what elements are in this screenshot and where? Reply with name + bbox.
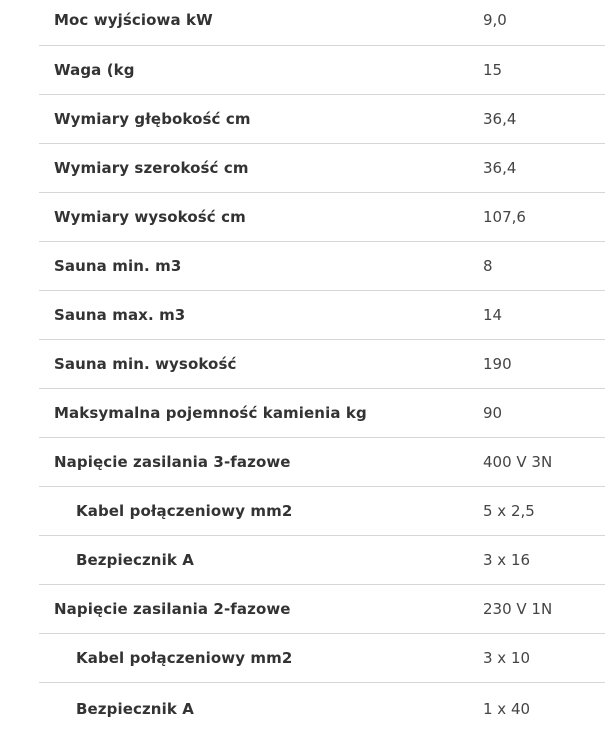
spec-value: 1 x 40 xyxy=(483,700,531,718)
spec-value: 36,4 xyxy=(483,159,517,177)
spec-value: 107,6 xyxy=(483,208,526,226)
spec-row-depth xyxy=(39,95,605,144)
specifications-table xyxy=(39,0,605,732)
spec-label: Sauna min. m3 xyxy=(54,257,182,275)
spec-label: Bezpiecznik A xyxy=(76,551,194,569)
spec-row-voltage-2-phase xyxy=(39,585,605,634)
spec-row-stone-capacity xyxy=(39,389,605,438)
spec-label: Maksymalna pojemność kamienia kg xyxy=(54,404,367,422)
spec-value: 14 xyxy=(483,306,503,324)
spec-row-sauna-min-volume xyxy=(39,242,605,291)
spec-label: Sauna min. wysokość xyxy=(54,355,237,373)
spec-label: Moc wyjściowa kW xyxy=(54,11,213,29)
spec-value: 9,0 xyxy=(483,11,507,29)
spec-row-cable-3-phase xyxy=(39,487,605,536)
spec-label: Napięcie zasilania 2-fazowe xyxy=(54,600,291,618)
spec-label: Kabel połączeniowy mm2 xyxy=(76,649,293,667)
spec-row-width xyxy=(39,144,605,193)
spec-value: 3 x 10 xyxy=(483,649,531,667)
spec-value: 230 V 1N xyxy=(483,600,553,618)
spec-label: Wymiary szerokość cm xyxy=(54,159,249,177)
spec-value: 400 V 3N xyxy=(483,453,553,471)
spec-value: 15 xyxy=(483,61,503,79)
spec-row-sauna-max-volume xyxy=(39,291,605,340)
spec-label: Sauna max. m3 xyxy=(54,306,186,324)
spec-row-cable-2-phase xyxy=(39,634,605,683)
spec-row-weight xyxy=(39,46,605,95)
spec-label: Kabel połączeniowy mm2 xyxy=(76,502,293,520)
spec-label: Napięcie zasilania 3-fazowe xyxy=(54,453,291,471)
spec-row-sauna-min-height xyxy=(39,340,605,389)
spec-row-output-power xyxy=(39,0,605,46)
spec-row-voltage-3-phase xyxy=(39,438,605,487)
spec-label: Wymiary głębokość cm xyxy=(54,110,251,128)
spec-value: 36,4 xyxy=(483,110,517,128)
spec-row-fuse-2-phase xyxy=(39,683,605,732)
spec-label: Waga (kg xyxy=(54,61,135,79)
spec-value: 5 x 2,5 xyxy=(483,502,535,520)
spec-value: 190 xyxy=(483,355,512,373)
spec-row-fuse-3-phase xyxy=(39,536,605,585)
spec-value: 3 x 16 xyxy=(483,551,531,569)
spec-label: Bezpiecznik A xyxy=(76,700,194,718)
spec-value: 8 xyxy=(483,257,493,275)
spec-row-height xyxy=(39,193,605,242)
spec-value: 90 xyxy=(483,404,503,422)
spec-label: Wymiary wysokość cm xyxy=(54,208,246,226)
